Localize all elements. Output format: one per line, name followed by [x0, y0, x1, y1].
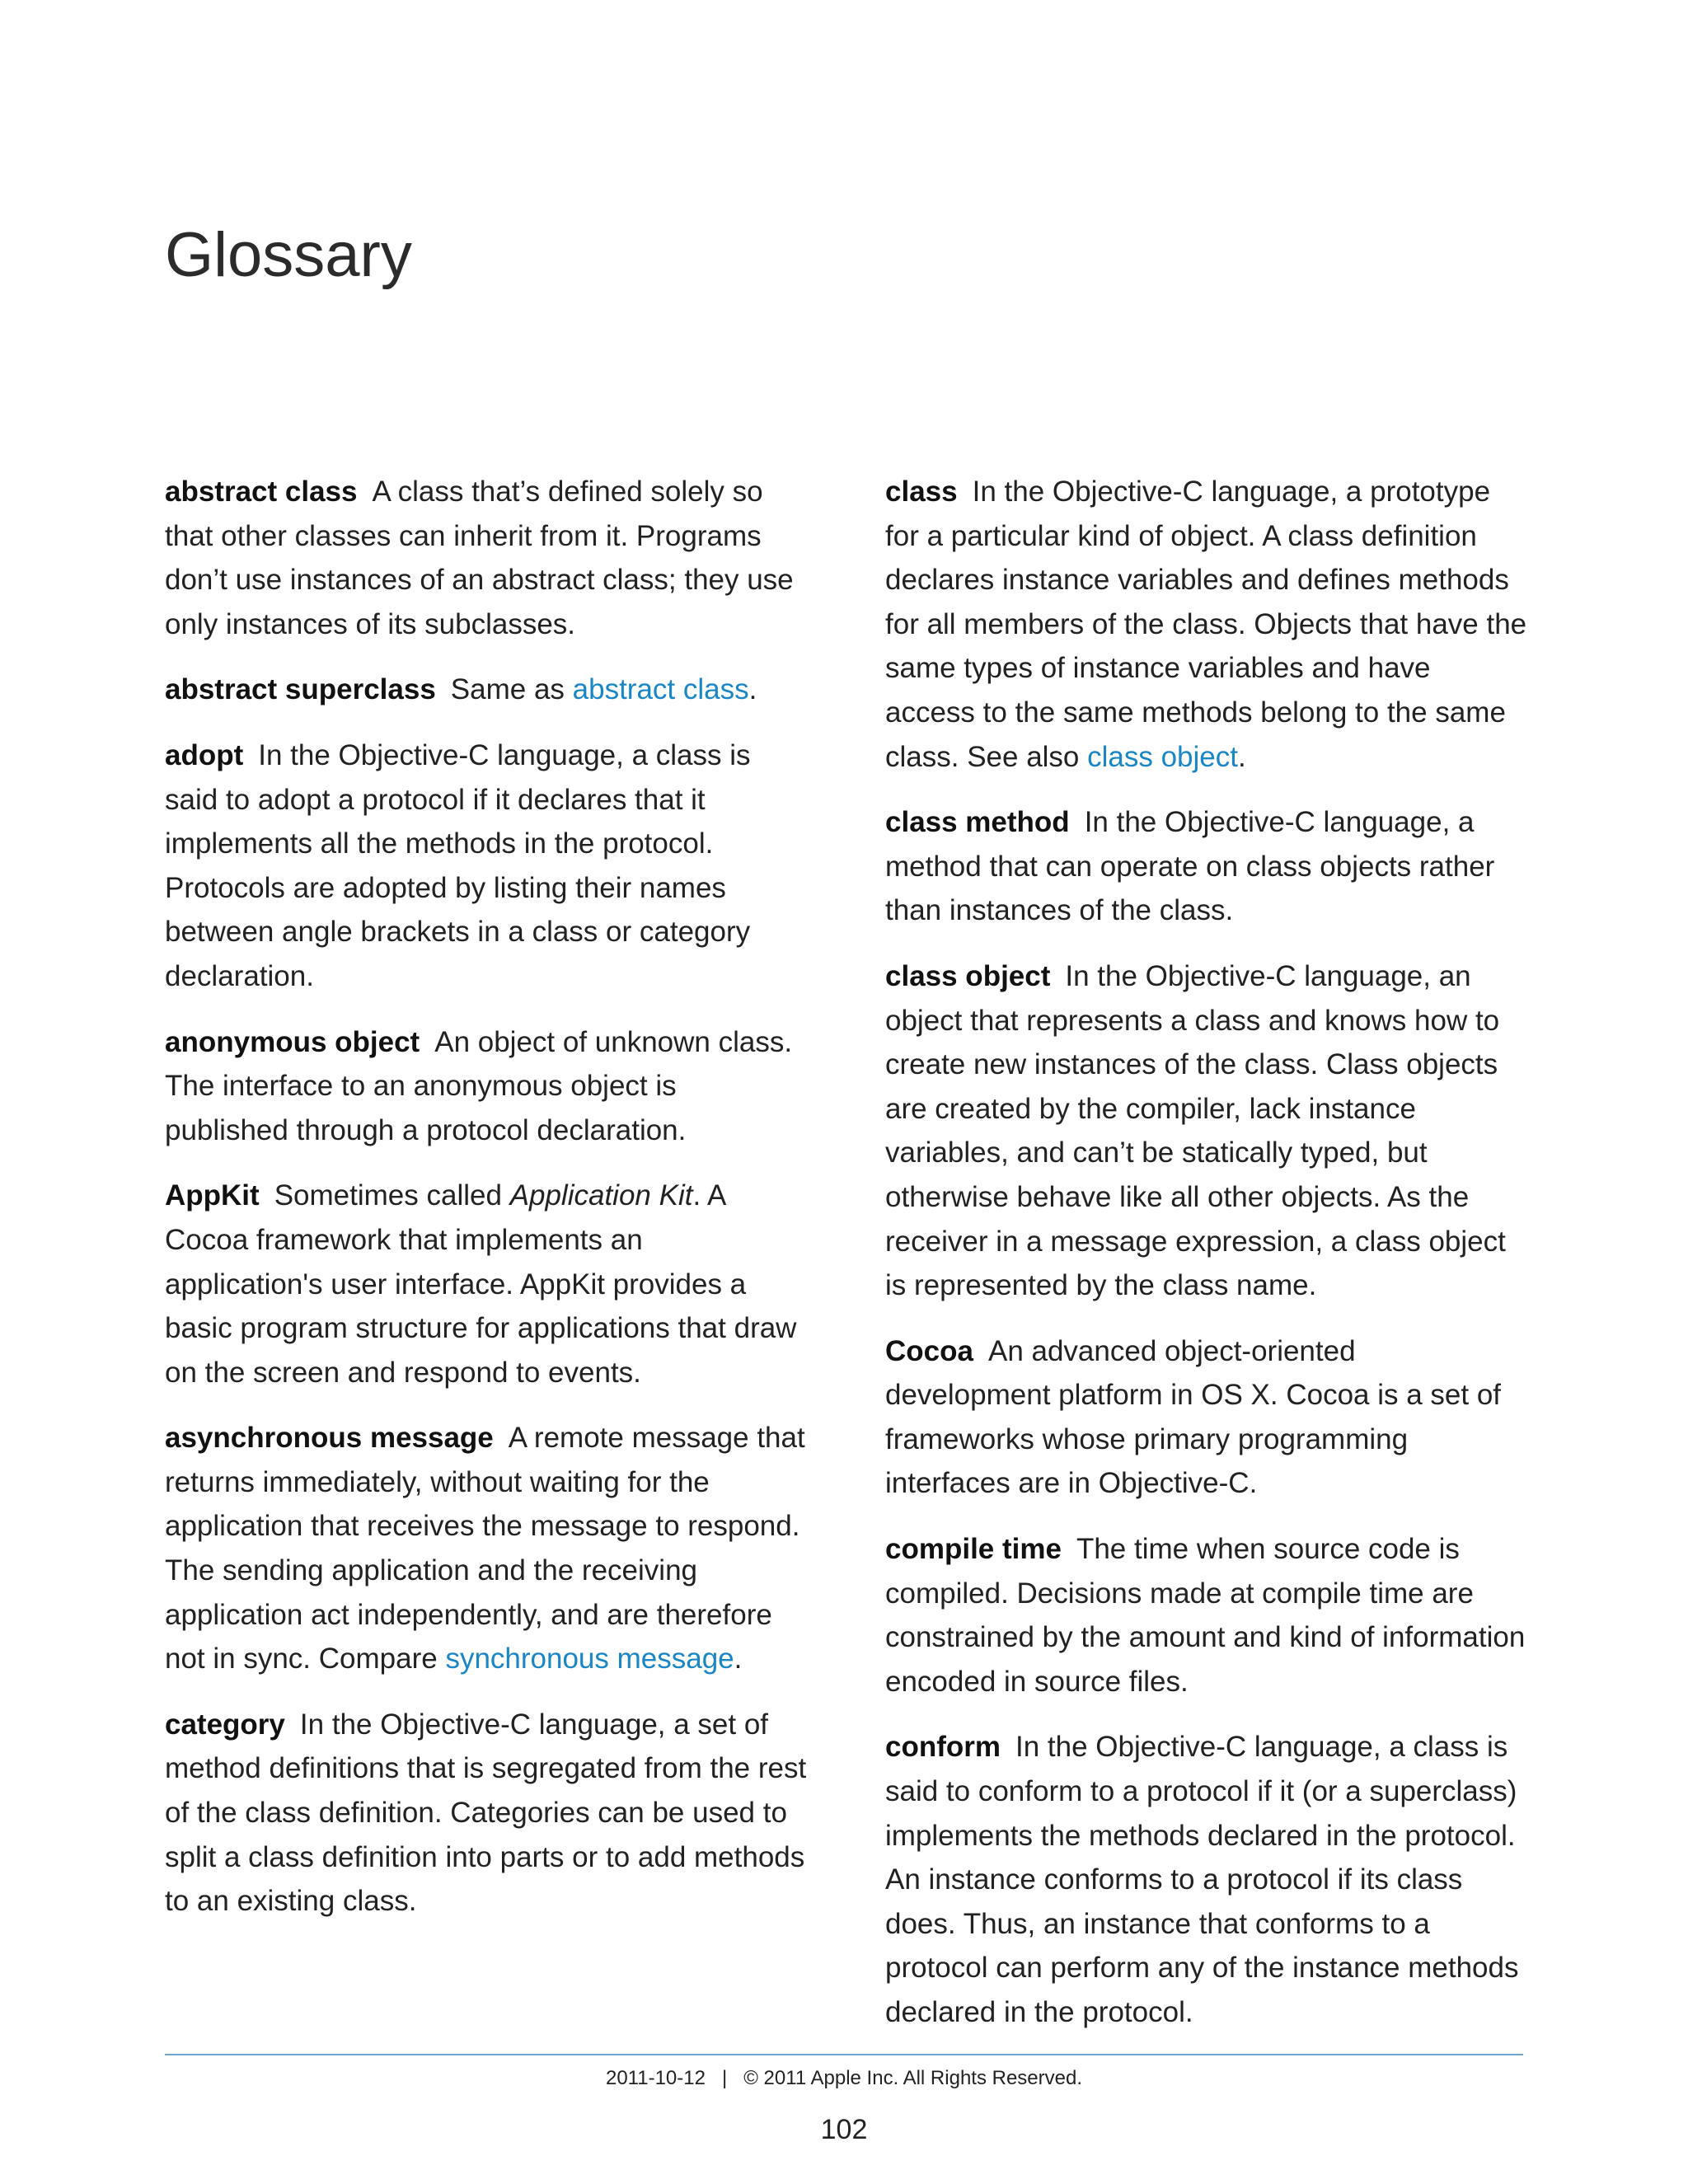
glossary-term: compile time	[885, 1533, 1062, 1566]
glossary-entry-anonymous-object	[165, 1020, 808, 1153]
glossary-entry-abstract-superclass	[165, 668, 808, 712]
glossary-entry-appkit	[165, 1174, 808, 1394]
glossary-definition: In the Objective-C language, a method that can operate on class objects rather than instances of the class.	[885, 806, 1495, 927]
glossary-entry-cocoa	[885, 1329, 1528, 1506]
footer-separator: |	[721, 2067, 728, 2089]
glossary-column-left	[165, 470, 808, 1945]
glossary-term: conform	[885, 1731, 1001, 1764]
glossary-definition-end: .	[734, 1643, 743, 1675]
glossary-entry-conform	[885, 1725, 1528, 2034]
link-class-object[interactable]: class object	[1087, 740, 1238, 773]
glossary-definition: An advanced object-oriented development platform in OS X. Cocoa is a set of frameworks whose primary programming interfaces are in Objective-C.	[885, 1334, 1502, 1500]
glossary-definition-end: .	[1238, 740, 1246, 773]
glossary-entry-class-method	[885, 800, 1528, 933]
glossary-definition-end: .	[748, 673, 757, 706]
glossary-entry-category	[165, 1703, 808, 1924]
footer-copyright: © 2011 Apple Inc. All Rights Reserved.	[743, 2067, 1083, 2089]
glossary-entry-class-object	[885, 954, 1528, 1308]
glossary-definition: In the Objective-C language, a class is said to adopt a protocol if it declares that it implements all the methods in the protocol. Protocols are adopted by listing their names between angle brackets in a class or category declaration.	[165, 738, 751, 992]
glossary-term: abstract class	[165, 476, 358, 508]
glossary-column-right	[885, 470, 1528, 2056]
glossary-definition: In the Objective-C language, an object that represents a class and knows how to create new instances of the class. Class objects are created by the compiler, lack instance variables, and can’t be statically typed, but otherwise behave like all other objects. As the receiver in a message expression, a class object is represented by the class name.	[885, 959, 1506, 1302]
glossary-term: abstract superclass	[165, 673, 436, 706]
page-footer	[165, 2067, 1523, 2090]
glossary-term: adopt	[165, 738, 244, 771]
glossary-entry-compile-time	[885, 1527, 1528, 1704]
glossary-entry-abstract-class	[165, 470, 808, 646]
glossary-term: AppKit	[165, 1179, 260, 1212]
glossary-italic-term: Application Kit	[509, 1179, 693, 1212]
glossary-term: class	[885, 476, 958, 508]
glossary-entry-class	[885, 470, 1528, 779]
glossary-term: category	[165, 1708, 285, 1741]
glossary-term: asynchronous message	[165, 1422, 494, 1455]
glossary-definition-end: . A Cocoa framework that implements an application's user interface. AppKit provides a basic program structure for applications that draw on the screen and respond to events.	[165, 1179, 797, 1389]
glossary-definition: In the Objective-C language, a prototype for a particular kind of object. A class definition declares instance variables and defines methods for all members of the class. Objects that have the same types of instance variables and have access to the same methods belong to the same class. See also	[885, 476, 1527, 773]
glossary-definition: In the Objective-C language, a class is said to conform to a protocol if it (or a superclass) implements the methods declared in the protocol. An instance conforms to a protocol if its class does. Thus, an instance that conforms to a protocol can perform any of the instance methods declared in the protocol.	[885, 1731, 1519, 2028]
glossary-term: class object	[885, 959, 1051, 992]
link-abstract-class[interactable]: abstract class	[572, 673, 749, 706]
glossary-definition: In the Objective-C language, a set of method definitions that is segregated from the rest of the class definition. Categories can be used to split a class definition into parts or to add methods to an existing class.	[165, 1708, 807, 1918]
page-number: 102	[820, 2114, 868, 2145]
glossary-term: anonymous object	[165, 1025, 420, 1058]
page-title: Glossary	[165, 220, 412, 290]
glossary-definition: The time when source code is compiled. Decisions made at compile time are constrained by the amount and kind of information encoded in source files.	[885, 1533, 1526, 1698]
glossary-term: Cocoa	[885, 1334, 973, 1367]
glossary-definition: A remote message that returns immediately, without waiting for the application that receives the message to respond. The sending application and the receiving application act independently, and are therefore not in sync. Compare	[165, 1422, 805, 1675]
glossary-definition: Same as	[450, 673, 573, 706]
glossary-entry-asynchronous-message	[165, 1416, 808, 1681]
glossary-definition: A class that’s defined solely so that other classes can inherit from it. Programs don’t use instances of an abstract class; they use only instances of its subclasses.	[165, 476, 794, 640]
footer-divider	[165, 2054, 1523, 2055]
glossary-definition: Sometimes called	[274, 1179, 510, 1212]
glossary-definition: An object of unknown class. The interface to an anonymous object is published through a protocol declaration.	[165, 1025, 793, 1146]
glossary-term: class method	[885, 806, 1070, 839]
glossary-entry-adopt	[165, 733, 808, 999]
footer-date: 2011-10-12	[605, 2067, 706, 2089]
link-synchronous-message[interactable]: synchronous message	[445, 1643, 734, 1675]
